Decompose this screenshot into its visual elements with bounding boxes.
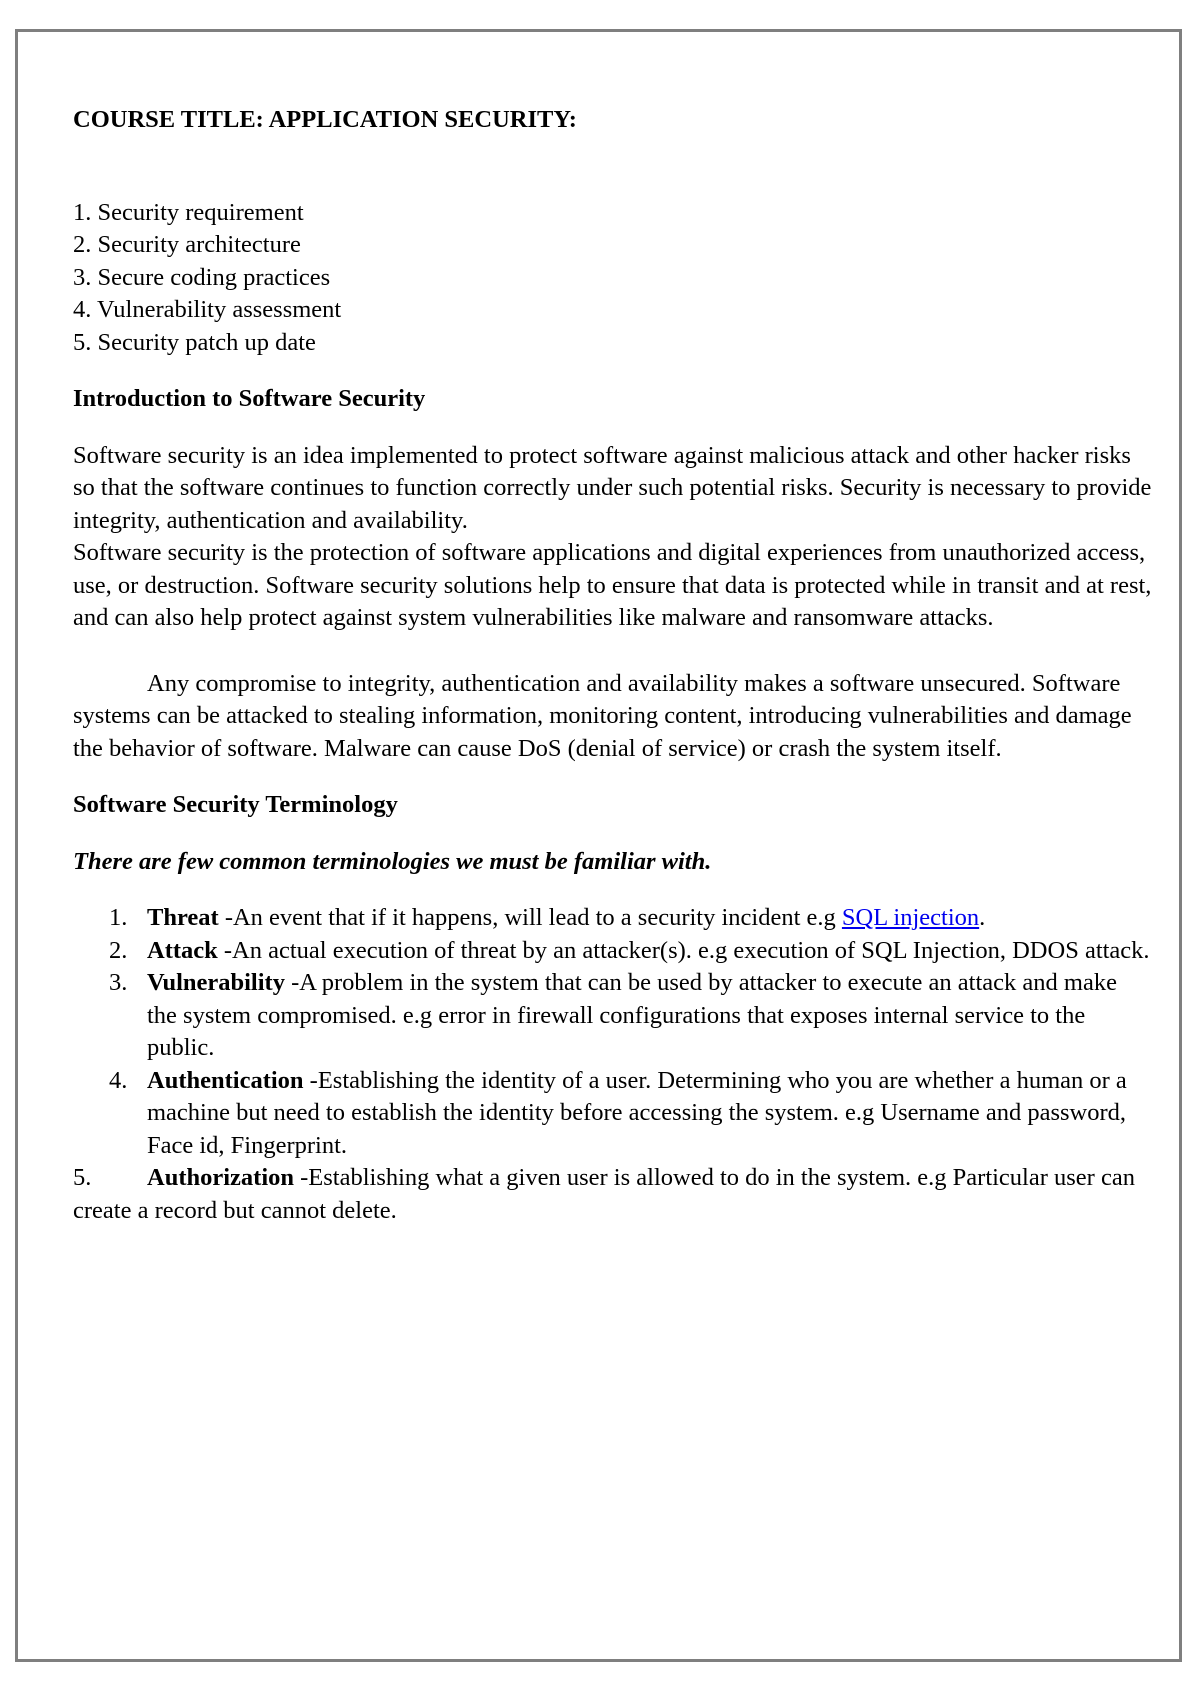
term-number: 5. xyxy=(73,1164,92,1191)
intro-paragraph-3: Any compromise to integrity, authentication and availability makes a software unsecured. Software systems can be attacked to stealing information, monitoring content, introducing vulnerabilities and damage the behavior of software. Malware can cause DoS (denial of service) or crash the system itself. xyxy=(73,669,1132,762)
term-number: 1. xyxy=(109,904,128,931)
topic-item: 3. Secure coding practices xyxy=(73,263,331,291)
term-description: -An actual execution of threat by an attacker(s). e.g execution of SQL Injection, DDOS attack. xyxy=(217,936,1150,964)
term-description: -A problem in the system that can be used by attacker to execute an attack and make the system compromised. e.g error in firewall configurations that exposes internal service to the public. xyxy=(147,969,1117,1061)
term-description: -Establishing what a given user is allowed to do in the system. e.g Particular user can create a record but cannot delete. xyxy=(73,1164,1135,1224)
sql-injection-link[interactable]: SQL injection xyxy=(841,904,980,931)
term-item-threat xyxy=(73,902,1153,935)
intro-heading: Introduction to Software Security xyxy=(73,385,426,412)
topic-item: 1. Security requirement xyxy=(73,198,304,226)
term-description: -Establishing the identity of a user. Determining who you are whether a human or a machine but need to establish the identity before accessing the system. e.g Username and password, Face id, Fingerprint. xyxy=(147,1066,1127,1159)
term-name: Threat xyxy=(147,904,219,931)
term-punctuation: . xyxy=(979,904,986,931)
term-description: -An event that if it happens, will lead to a security incident e.g xyxy=(218,904,842,931)
term-number: 4. xyxy=(109,1066,128,1094)
term-name: Attack xyxy=(147,936,218,964)
course-title: COURSE TITLE: APPLICATION SECURITY: xyxy=(73,106,577,133)
topic-item: 5. Security patch up date xyxy=(73,328,316,356)
term-item-authorization xyxy=(73,1162,1153,1227)
intro-paragraph-2: Software security is the protection of software applications and digital experiences from unauthorized access, use, or destruction. Software security solutions help to ensure that data is protected while in transit and at rest, and can also help protect against system vulnerabilities like malware and ransomware attacks. xyxy=(73,539,1152,631)
document-page xyxy=(15,29,1182,1662)
term-name: Authorization xyxy=(147,1164,294,1191)
terminology-heading: Software Security Terminology xyxy=(73,791,398,818)
term-item-authentication xyxy=(73,1065,1153,1163)
term-item-attack xyxy=(73,935,1153,968)
intro-paragraph-1: Software security is an idea implemented to protect software against malicious attack and other hacker risks so that the software continues to function correctly under such potential risks. Security is necessary to provide integrity, authentication and availability. xyxy=(73,441,1152,534)
term-item-vulnerability xyxy=(73,967,1153,1065)
term-number: 2. xyxy=(109,936,128,964)
term-name: Authentication xyxy=(147,1066,304,1094)
topic-list xyxy=(73,197,1153,360)
term-number: 3. xyxy=(109,969,128,996)
terminology-list xyxy=(73,902,1153,1162)
topic-item: 2. Security architecture xyxy=(73,231,301,258)
document-content xyxy=(73,104,1153,1227)
term-name: Vulnerability xyxy=(147,969,285,996)
terminology-intro: There are few common terminologies we must be familiar with. xyxy=(73,847,712,875)
topic-item: 4. Vulnerability assessment xyxy=(73,296,342,323)
